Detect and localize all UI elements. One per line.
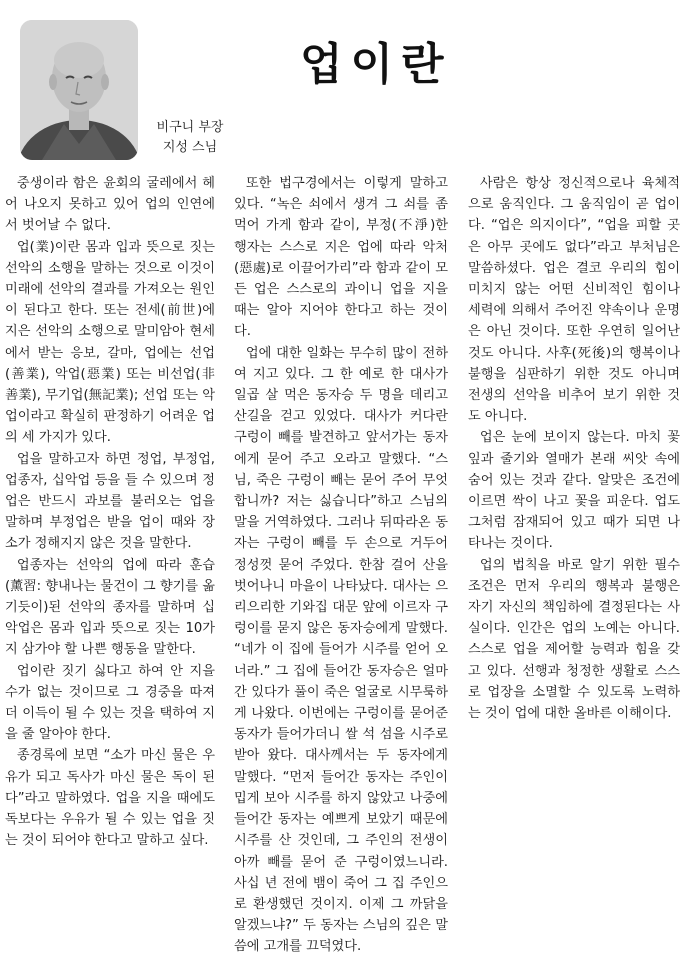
paragraph: 업(業)이란 몸과 입과 뜻으로 짓는 선악의 소행을 말하는 것으로 이것이 미래에 선악의 결과를 가져오는 원인이 된다고 한다. 또는 전세(前世)에 지은 선악의 소행으로 말미암아 현세에서 받는 응보, 갈마, 업에는 선업(善業), 악업(惡業) 또는 비선업(非善業), 무기업(無記業); 선업 또는 악업이라고 확실히 판정하기 어려운 업의 세 가지가 있다.	[5, 239, 215, 446]
paragraph: 업을 말하고자 하면 정업, 부정업, 업종자, 십악업 등을 들 수 있으며 정업은 반드시 과보를 불러오는 업을 말하며 부정업은 받을 업이 때와 장소가 정해지지 않은 것을 말한다.	[5, 451, 215, 552]
paragraph: 업의 법칙을 바로 알기 위한 필수 조건은 먼저 우리의 행복과 불행은 자기 자신의 책임하에 결정된다는 사실이다. 인간은 업의 노예는 아니다. 스스로 업을 제어할 능력과 힘을 갖고 있다. 선행과 청정한 생활로 스스로 업장을 소멸할 수 있도록 노력하는 것이 업에 대한 올바른 이해이다.	[468, 557, 680, 722]
author-photo	[20, 20, 138, 160]
article-column-3	[468, 173, 680, 724]
article-column-1	[5, 173, 215, 852]
article-title: 업이란	[300, 39, 452, 90]
paragraph: 사람은 항상 정신적으로나 육체적으로 움직인다. 그 움직임이 곧 업이다. “업은 의지이다”, “업을 피할 곳은 아무 곳에도 없다”라고 부처님은 말씀하셨다. 업은 결코 우리의 힘이 미치지 않는 어떤 신비적인 힘이나 세력에 의해서 주어진 약속이나 운명은 아닌 것이다. 또한 우연히 일어난 것도 아니다. 사후(死後)의 행복이나 불행을 심판하기 위한 것도 아니며 전생의 선악을 비추어 보기 위한 것도 아니다.	[468, 176, 680, 425]
paragraph: 업종자는 선악의 업에 따라 훈습(薰習: 향내나는 물건이 그 향기를 옮기듯이)된 선악의 종자를 말하며 십악업은 몸과 입과 뜻으로 짓는 10가지 삼가야 할 나쁜 행동을 말한다.	[5, 557, 215, 658]
paragraph: 업은 눈에 보이지 않는다. 마치 꽃잎과 줄기와 열매가 본래 씨앗 속에 숨어 있는 것과 같다. 알맞은 조건에 이르면 싹이 나고 꽃을 피운다. 업도 그처럼 잠재되어 있고 때가 되면 나타나는 것이다.	[468, 430, 680, 552]
paragraph: 종경록에 보면 “소가 마신 물은 우유가 되고 독사가 마신 물은 독이 된다”라고 말하였다. 업을 지을 때에도 독보다는 우유가 될 수 있는 업을 짓는 것이 되어야 한다고 말하고 싶다.	[5, 748, 215, 849]
article-column-2	[234, 173, 448, 958]
paragraph: 또한 법구경에서는 이렇게 말하고 있다. “녹은 쇠에서 생겨 그 쇠를 좀먹어 가게 함과 같이, 부정(不淨)한 행자는 스스로 지은 업에 따라 악처(惡處)로 이끌어가리”라 함과 같이 모든 업은 스스로의 과이니 업을 지을 때는 알아 지어야 한다고 하는 것이다.	[234, 176, 448, 340]
author-name: 지성 스님	[162, 140, 218, 155]
paragraph: 업이란 짓기 싫다고 하여 안 지을 수가 없는 것이므로 그 경중을 따져 더 이득이 될 수 있는 것을 택하여 지을 줄 알아야 한다.	[5, 663, 215, 743]
paragraph: 중생이라 함은 윤회의 굴레에서 헤어 나오지 못하고 있어 업의 인연에서 벗어날 수 없다.	[5, 176, 215, 234]
author-byline	[150, 118, 230, 158]
author-role: 비구니 부장	[156, 120, 224, 135]
paragraph: 업에 대한 일화는 무수히 많이 전하여 지고 있다. 그 한 예로 한 대사가 일곱 살 먹은 동자승 두 명을 데리고 산길을 걷고 있었다. 대사가 커다란 구렁이 빼를 발견하고 앞서가는 동자에게 묻어 주고 오라고 말했다. “스님, 죽은 구렁이 빼는 묻어 주어 무엇합니까? 저는 싫습니다”하고 스님의 말을 거역하였다. 그러나 뒤따라온 동자는 구렁이 빼를 두 손으로 거두어 정성껏 묻어 주었다. 한참 걸어 산을 벗어나니 마을이 나타났다. 대사는 으리으리한 기와집 대문 앞에 이르자 구렁이를 묻지 않은 동자승에게 말했다. “네가 이 집에 들어가 시주를 얻어 오너라.” 그 집에 들어간 동자승은 얼마간 있다가 풀이 죽은 얼굴로 시무룩하게 나왔다. 이번에는 구렁이를 묻어준 동자가 들어가더니 쌀 석 섬을 시주로 받아 왔다. 대사께서는 두 동자에게 말했다. “먼저 들어간 동자는 주인이 밉게 보아 시주를 하지 않았고 나중에 들어간 동자는 예쁘게 보았기 때문에 시주를 산 것인데, 그 주인의 전생이 아까 빼를 묻어 준 구렁이였느니라. 사십 년 전에 뱀이 죽어 그 집 주인으로 환생했던 것이지. 이제 그 까닭을 알겠느냐?” 두 동자는 스님의 깊은 말씀에 고개를 끄덕였다.	[234, 345, 448, 955]
monk-portrait-image	[20, 20, 138, 160]
